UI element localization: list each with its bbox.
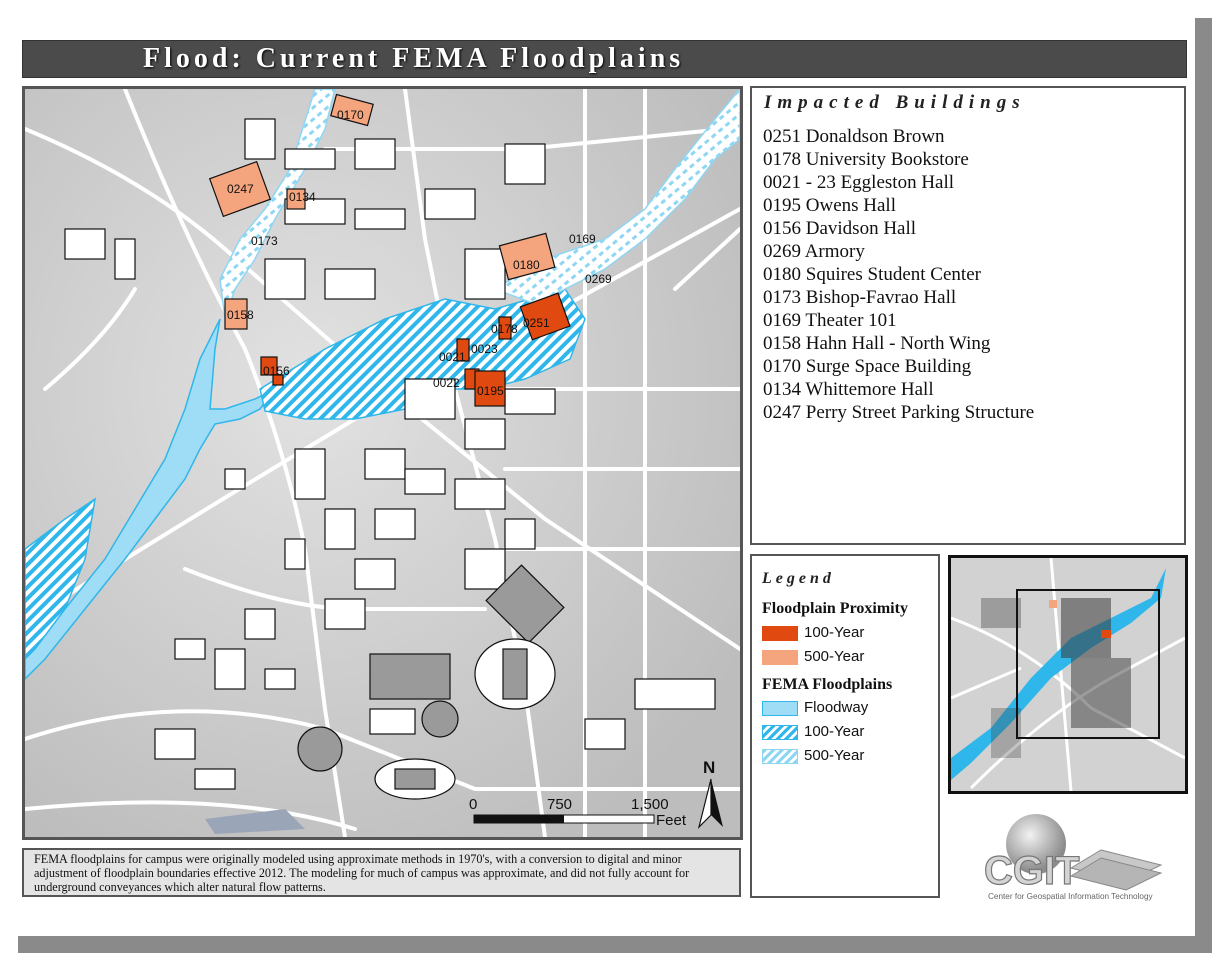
scale-tick-label: 0 — [469, 796, 478, 813]
north-label: N — [703, 758, 716, 777]
list-item: 0170 Surge Space Building — [763, 356, 972, 377]
cgit-logo — [976, 810, 1166, 905]
building-label: 0158 — [227, 308, 254, 322]
building-label: 0173 — [251, 234, 278, 248]
inset-locator-map[interactable] — [948, 555, 1188, 794]
building-label: 0178 — [491, 322, 518, 336]
list-item: 0269 Armory — [763, 241, 865, 262]
logo-tagline: Center for Geospatial Information Technology — [988, 892, 1153, 901]
list-item: 0173 Bishop-Favrao Hall — [763, 287, 957, 308]
building-label: 0134 — [289, 190, 316, 204]
building-label: 0022 — [433, 376, 460, 390]
legend-heading: Legend — [762, 570, 835, 587]
legend-label: 100-Year — [804, 723, 865, 740]
scale-tick-label: 1,500 — [631, 796, 669, 813]
building-label: 0269 — [585, 272, 612, 286]
building-label: 0247 — [227, 182, 254, 196]
legend-panel — [750, 554, 940, 898]
building-label: 0169 — [569, 232, 596, 246]
legend-fema-title: FEMA Floodplains — [762, 676, 893, 693]
legend-proximity-title: Floodplain Proximity — [762, 600, 908, 617]
impacted-buildings-heading: Impacted Buildings — [764, 92, 1026, 113]
scale-unit-label: Feet — [656, 812, 687, 829]
title-bar — [22, 40, 1187, 78]
list-item: 0134 Whittemore Hall — [763, 379, 934, 400]
building-label: 0170 — [337, 108, 364, 122]
page-shadow-bottom — [18, 936, 1212, 953]
page-shadow-right — [1195, 18, 1212, 953]
swatch-500-year-building — [762, 650, 798, 665]
building-label: 0021 — [439, 350, 466, 364]
legend-label: Floodway — [804, 699, 869, 716]
note-text: FEMA floodplains for campus were originally modeled using approximate methods in 1970's, with a conversion to digital and minor adjustment of floodplain boundaries effective 2012. The modeling for much of campus was approximate, and did not fully account for underground conveyances which alter natural flow patterns. — [34, 852, 690, 894]
list-item: 0169 Theater 101 — [763, 310, 897, 331]
list-item: 0178 University Bookstore — [763, 149, 969, 170]
main-map[interactable] — [22, 86, 743, 840]
inset-map-canvas — [951, 558, 1185, 791]
logo-letters: CGIT — [984, 849, 1080, 893]
building-label: 0156 — [263, 364, 290, 378]
list-item: 0158 Hahn Hall - North Wing — [763, 333, 991, 354]
methodology-note — [22, 848, 741, 897]
building-label: 0023 — [471, 342, 498, 356]
legend-label: 500-Year — [804, 648, 865, 665]
list-item: 0021 - 23 Eggleston Hall — [763, 172, 955, 193]
list-item: 0156 Davidson Hall — [763, 218, 917, 239]
impacted-buildings-panel — [750, 86, 1186, 545]
list-item: 0180 Squires Student Center — [763, 264, 981, 285]
swatch-floodway — [762, 701, 798, 716]
map-title: Flood: Current FEMA Floodplains — [143, 43, 685, 74]
impacted-buildings-list — [763, 125, 1034, 424]
list-item: 0247 Perry Street Parking Structure — [763, 402, 1035, 423]
swatch-fema-500-year — [762, 749, 798, 764]
legend-label: 500-Year — [804, 747, 865, 764]
building-label: 0251 — [523, 316, 550, 330]
main-map-canvas — [25, 89, 740, 837]
swatch-100-year-building — [762, 626, 798, 641]
building-label: 0180 — [513, 258, 540, 272]
legend-label: 100-Year — [804, 624, 865, 641]
list-item: 0195 Owens Hall — [763, 195, 896, 216]
building-label: 0195 — [477, 384, 504, 398]
list-item: 0251 Donaldson Brown — [763, 126, 945, 147]
swatch-fema-100-year — [762, 725, 798, 740]
scale-tick-label: 750 — [547, 796, 573, 813]
